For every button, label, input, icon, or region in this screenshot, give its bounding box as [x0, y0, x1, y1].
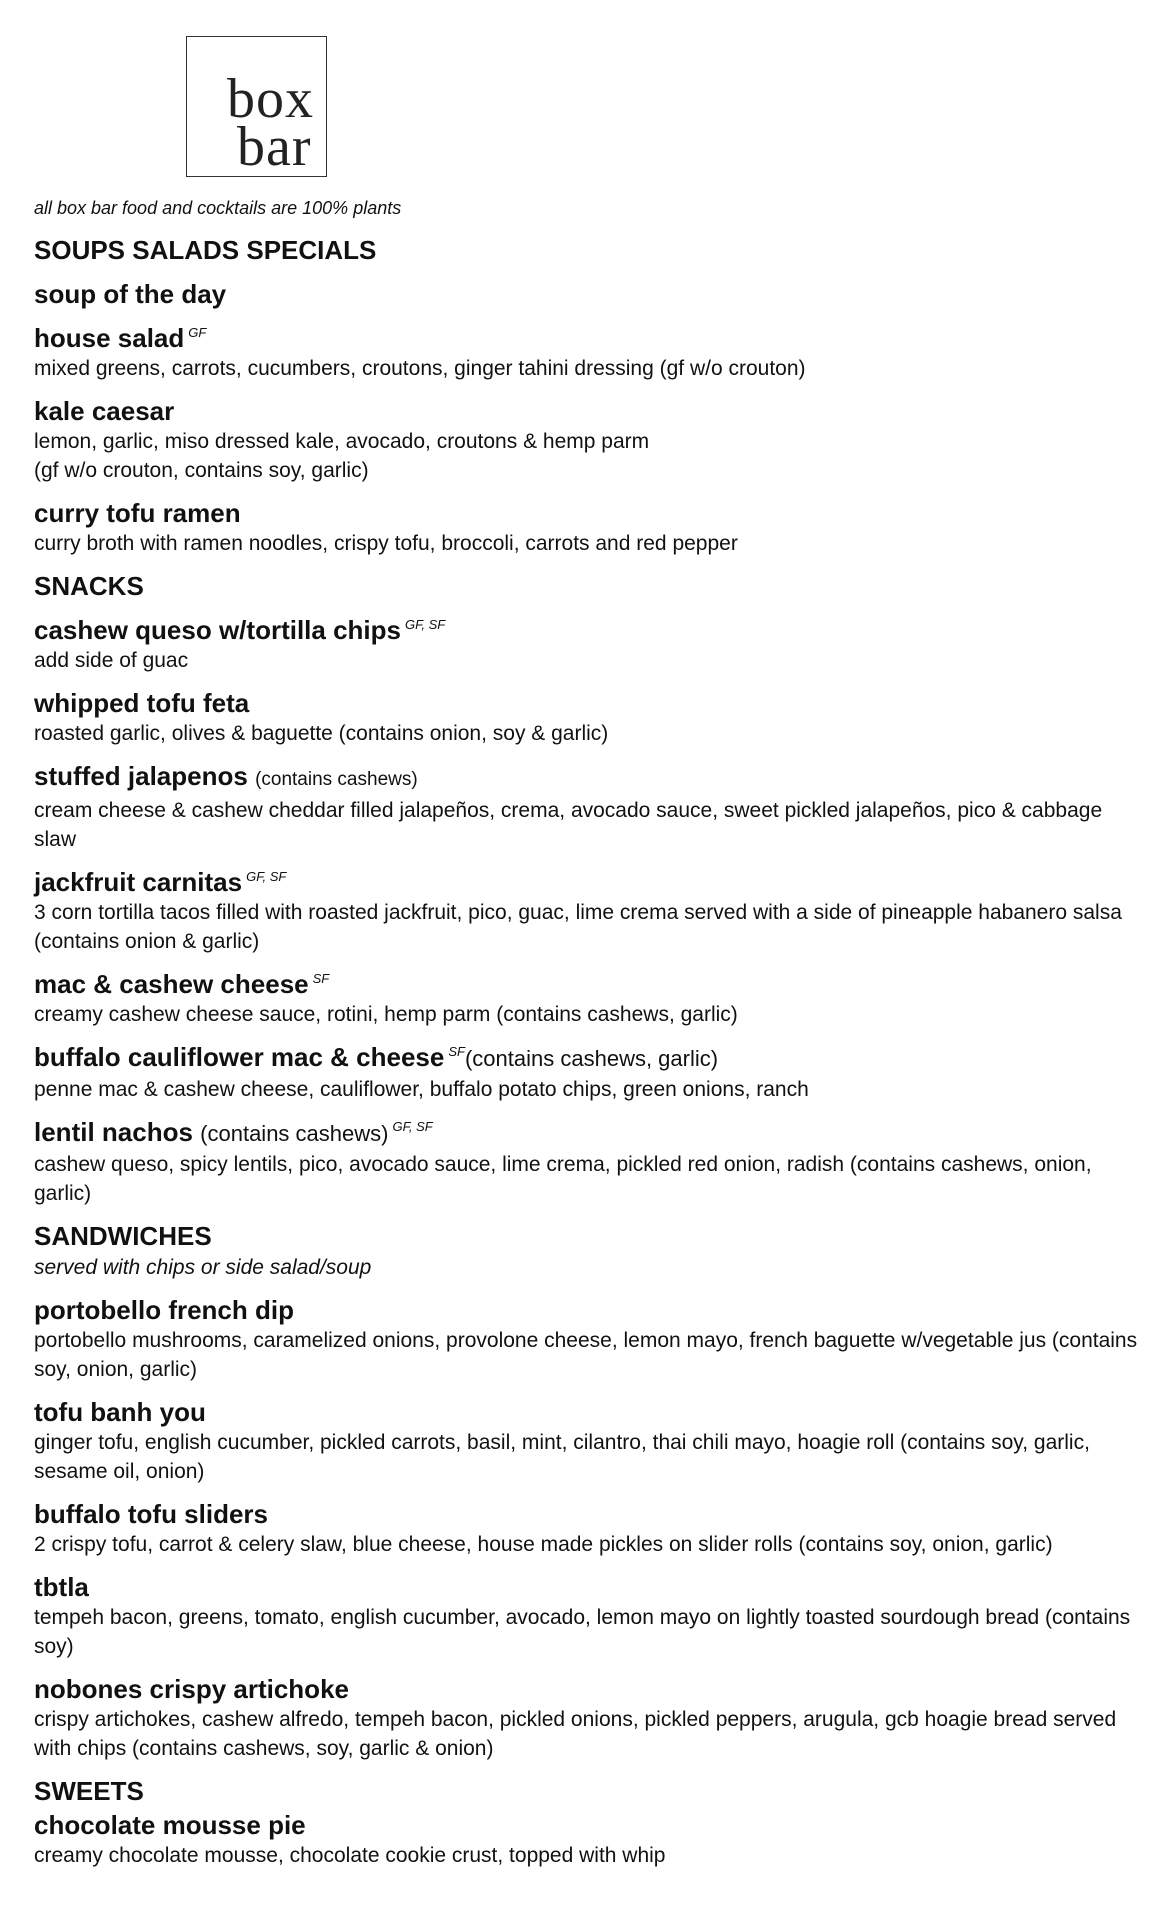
menu-tagline: all box bar food and cocktails are 100% plants [34, 198, 402, 218]
item-description: add side of guac [34, 649, 189, 672]
allergen-note: (contains cashews) [255, 769, 418, 790]
section-title-sandwiches: SANDWICHES [34, 1221, 212, 1251]
diet-tag: GF [188, 325, 207, 341]
item-description: 3 corn tortilla tacos filled with roasted jackfruit, pico, guac, lime crema served with a side of pineapple habanero salsa (contains onion & garlic) [34, 901, 1122, 953]
menu-item [34, 687, 1144, 748]
item-name: house salad [34, 323, 185, 353]
item-name: buffalo tofu sliders [34, 1499, 268, 1529]
item-description: roasted garlic, olives & baguette (contains onion, soy & garlic) [34, 722, 609, 745]
menu-item [34, 1396, 1144, 1486]
item-description: portobello mushrooms, caramelized onions, provolone cheese, lemon mayo, french baguette w/vegetable jus (contains soy, onion, garlic) [34, 1329, 1138, 1381]
item-description: creamy cashew cheese sauce, rotini, hemp parm (contains cashews, garlic) [34, 1003, 738, 1026]
item-description: curry broth with ramen noodles, crispy tofu, broccoli, carrots and red pepper [34, 532, 738, 555]
item-name-line [34, 1116, 1144, 1150]
item-name: lentil nachos [34, 1117, 193, 1147]
item-description: tempeh bacon, greens, tomato, english cucumber, avocado, lemon mayo on lightly toasted sourdough bread (contains soy) [34, 1606, 1131, 1658]
section-title-soups-salads-specials: SOUPS SALADS SPECIALS [34, 235, 377, 265]
item-description: creamy chocolate mousse, chocolate cookie crust, topped with whip [34, 1844, 666, 1867]
item-name: cashew queso w/tortilla chips [34, 615, 401, 645]
menu-item [34, 1294, 1144, 1384]
menu-item [34, 866, 1144, 956]
section-subtitle: served with chips or side salad/soup [34, 1256, 372, 1279]
menu-item [34, 1498, 1144, 1559]
item-name: curry tofu ramen [34, 498, 241, 528]
allergen-note: (contains cashews, garlic) [464, 1046, 719, 1071]
section-title-snacks: SNACKS [34, 571, 144, 601]
item-name: stuffed jalapenos [34, 761, 248, 791]
item-name: soup of the day [34, 279, 227, 309]
allergen-note: (contains cashews) [200, 1121, 389, 1146]
menu-item [34, 1041, 1144, 1104]
menu-item [34, 1116, 1144, 1208]
item-description: penne mac & cashew cheese, cauliflower, buffalo potato chips, green onions, ranch [34, 1078, 809, 1101]
menu-item [34, 760, 1144, 854]
logo-text-bar: bar [237, 116, 312, 178]
diet-tag: GF, SF [404, 617, 446, 633]
menu-item [34, 1673, 1144, 1763]
menu-item [34, 614, 1144, 675]
box-bar-logo [186, 36, 327, 177]
menu-content [34, 196, 1144, 1882]
item-name-line [34, 968, 1144, 1000]
item-name: chocolate mousse pie [34, 1810, 306, 1840]
logo-text-box: box [227, 68, 314, 130]
item-description: 2 crispy tofu, carrot & celery slaw, blue cheese, house made pickles on slider rolls (contains soy, onion, garlic) [34, 1533, 1053, 1556]
item-description: crispy artichokes, cashew alfredo, tempeh bacon, pickled onions, pickled peppers, arugula, gcb hoagie bread served with chips (contains cashews, soy, garlic & onion) [34, 1708, 1117, 1760]
item-description: cashew queso, spicy lentils, pico, avocado sauce, lime crema, pickled red onion, radish (contains cashews, onion, garlic) [34, 1153, 1092, 1205]
item-name: kale caesar [34, 396, 175, 426]
menu-item [34, 395, 1144, 485]
item-name: jackfruit carnitas [34, 867, 243, 897]
item-description: lemon, garlic, miso dressed kale, avocado, croutons & hemp parm [34, 430, 650, 453]
diet-tag: SF [312, 971, 330, 987]
section-title-sweets: SWEETS [34, 1776, 144, 1806]
item-name: tofu banh you [34, 1397, 206, 1427]
item-description: ginger tofu, english cucumber, pickled carrots, basil, mint, cilantro, thai chili mayo, hoagie roll (contains soy, garlic, sesame oil, onion) [34, 1431, 1090, 1483]
item-name: nobones crispy artichoke [34, 1674, 349, 1704]
diet-tag: GF, SF [392, 1119, 433, 1135]
item-name-line [34, 866, 1144, 898]
item-description-extra: (gf w/o crouton, contains soy, garlic) [34, 459, 369, 482]
item-name: tbtla [34, 1572, 89, 1602]
item-name-line [34, 614, 1144, 646]
item-name: buffalo cauliflower mac & cheese [34, 1042, 445, 1072]
menu-item [34, 1571, 1144, 1661]
item-name-line [34, 322, 1144, 354]
item-name: whipped tofu feta [34, 688, 250, 718]
item-description: mixed greens, carrots, cucumbers, croutons, ginger tahini dressing (gf w/o crouton) [34, 357, 806, 380]
menu-item [34, 968, 1144, 1029]
menu-item [34, 1809, 1144, 1870]
item-name: portobello french dip [34, 1295, 294, 1325]
menu-item [34, 322, 1144, 383]
item-name-line [34, 1041, 1144, 1075]
item-name-line [34, 760, 1144, 796]
item-description: cream cheese & cashew cheddar filled jalapeños, crema, avocado sauce, sweet pickled jalapeños, pico & cabbage slaw [34, 799, 1103, 851]
diet-tag: SF [448, 1044, 465, 1060]
item-name: mac & cashew cheese [34, 969, 309, 999]
diet-tag: GF, SF [246, 869, 287, 885]
menu-item [34, 278, 1144, 310]
menu-item [34, 497, 1144, 558]
